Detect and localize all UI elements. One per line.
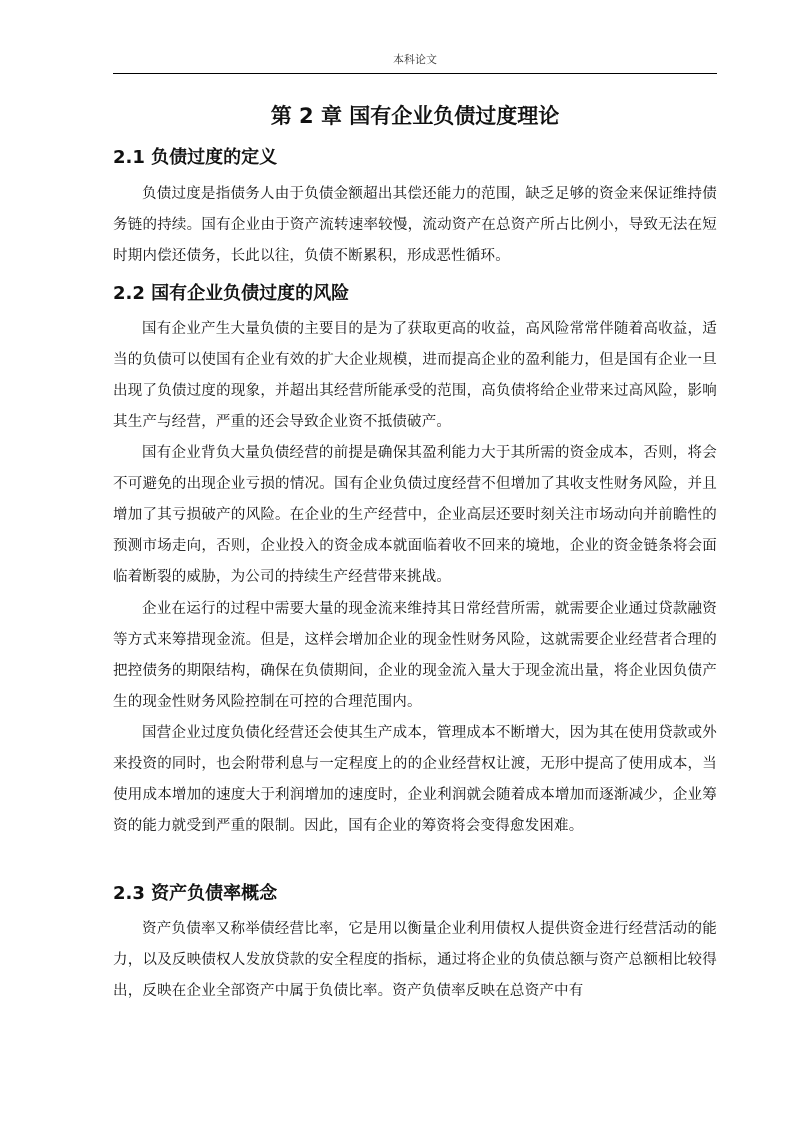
running-header: 本科论文 [393, 53, 437, 66]
paragraph: 国有企业背负大量负债经营的前提是确保其盈利能力大于其所需的资金成本，否则，将会不可避免的出现企业亏损的情况。国有企业负债过度经营不但增加了其收支性财务风险，并且增加了其亏损破产的风险。在企业的生产经营中，企业高层还要时刻关注市场动向并前瞻性的预测市场走向，否则，企业投入的资金成本就面临着收不回来的境地，企业的资金链条将会面临着断裂的威胁，为公司的持续生产经营带来挑战。 [113, 445, 717, 585]
paragraph: 资产负债率又称举债经营比率，它是用以衡量企业利用债权人提供资金进行经营活动的能力，以及反映债权人发放贷款的安全程度的指标，通过将企业的负债总额与资产总额相比较得出，反映在企业全部资产中属于负债比率。资产负债率反映在总资产中有 [113, 921, 717, 999]
paragraph: 国营企业过度负债化经营还会使其生产成本，管理成本不断增大，因为其在使用贷款或外来投资的同时，也会附带利息与一定程度上的的企业经营权让渡，无形中提高了使用成本，当使用成本增加的速度大于利润增加的速度时，企业利润就会随着成本增加而逐渐减少，企业筹资的能力就受到严重的限制。因此，国有企业的筹资将会变得愈发困难。 [113, 725, 717, 834]
paragraph: 负债过度是指债务人由于负债金额超出其偿还能力的范围，缺乏足够的资金来保证维持债务链的持续。国有企业由于资产流转速率较慢，流动资产在总资产所占比例小，导致无法在短时期内偿还债务，长此以往，负债不断累积，形成恶性循环。 [113, 186, 717, 264]
paragraph: 国有企业产生大量负债的主要目的是为了获取更高的收益，高风险常常伴随着高收益，适当的负债可以使国有企业有效的扩大企业规模，进而提高企业的盈利能力，但是国有企业一旦出现了负债过度的现象，并超出其经营所能承受的范围，高负债将给企业带来过高风险，影响其生产与经营，严重的还会导致企业资不抵债破产。 [113, 321, 717, 430]
header-rule [113, 73, 717, 74]
section-heading-2-2: 2.2 国有企业负债过度的风险 [113, 283, 350, 304]
section-heading-2-3: 2.3 资产负债率概念 [113, 883, 278, 904]
section-heading-2-1: 2.1 负债过度的定义 [113, 147, 278, 168]
paragraph: 企业在运行的过程中需要大量的现金流来维持其日常经营所需，就需要企业通过贷款融资等方式来筹措现金流。但是，这样会增加企业的现金性财务风险，这就需要企业经营者合理的把控债务的期限结构，确保在负债期间，企业的现金流入量大于现金流出量，将企业因负债产生的现金性财务风险控制在可控的合理范围内。 [113, 601, 717, 710]
chapter-title: 第 2 章 国有企业负债过度理论 [270, 104, 560, 128]
